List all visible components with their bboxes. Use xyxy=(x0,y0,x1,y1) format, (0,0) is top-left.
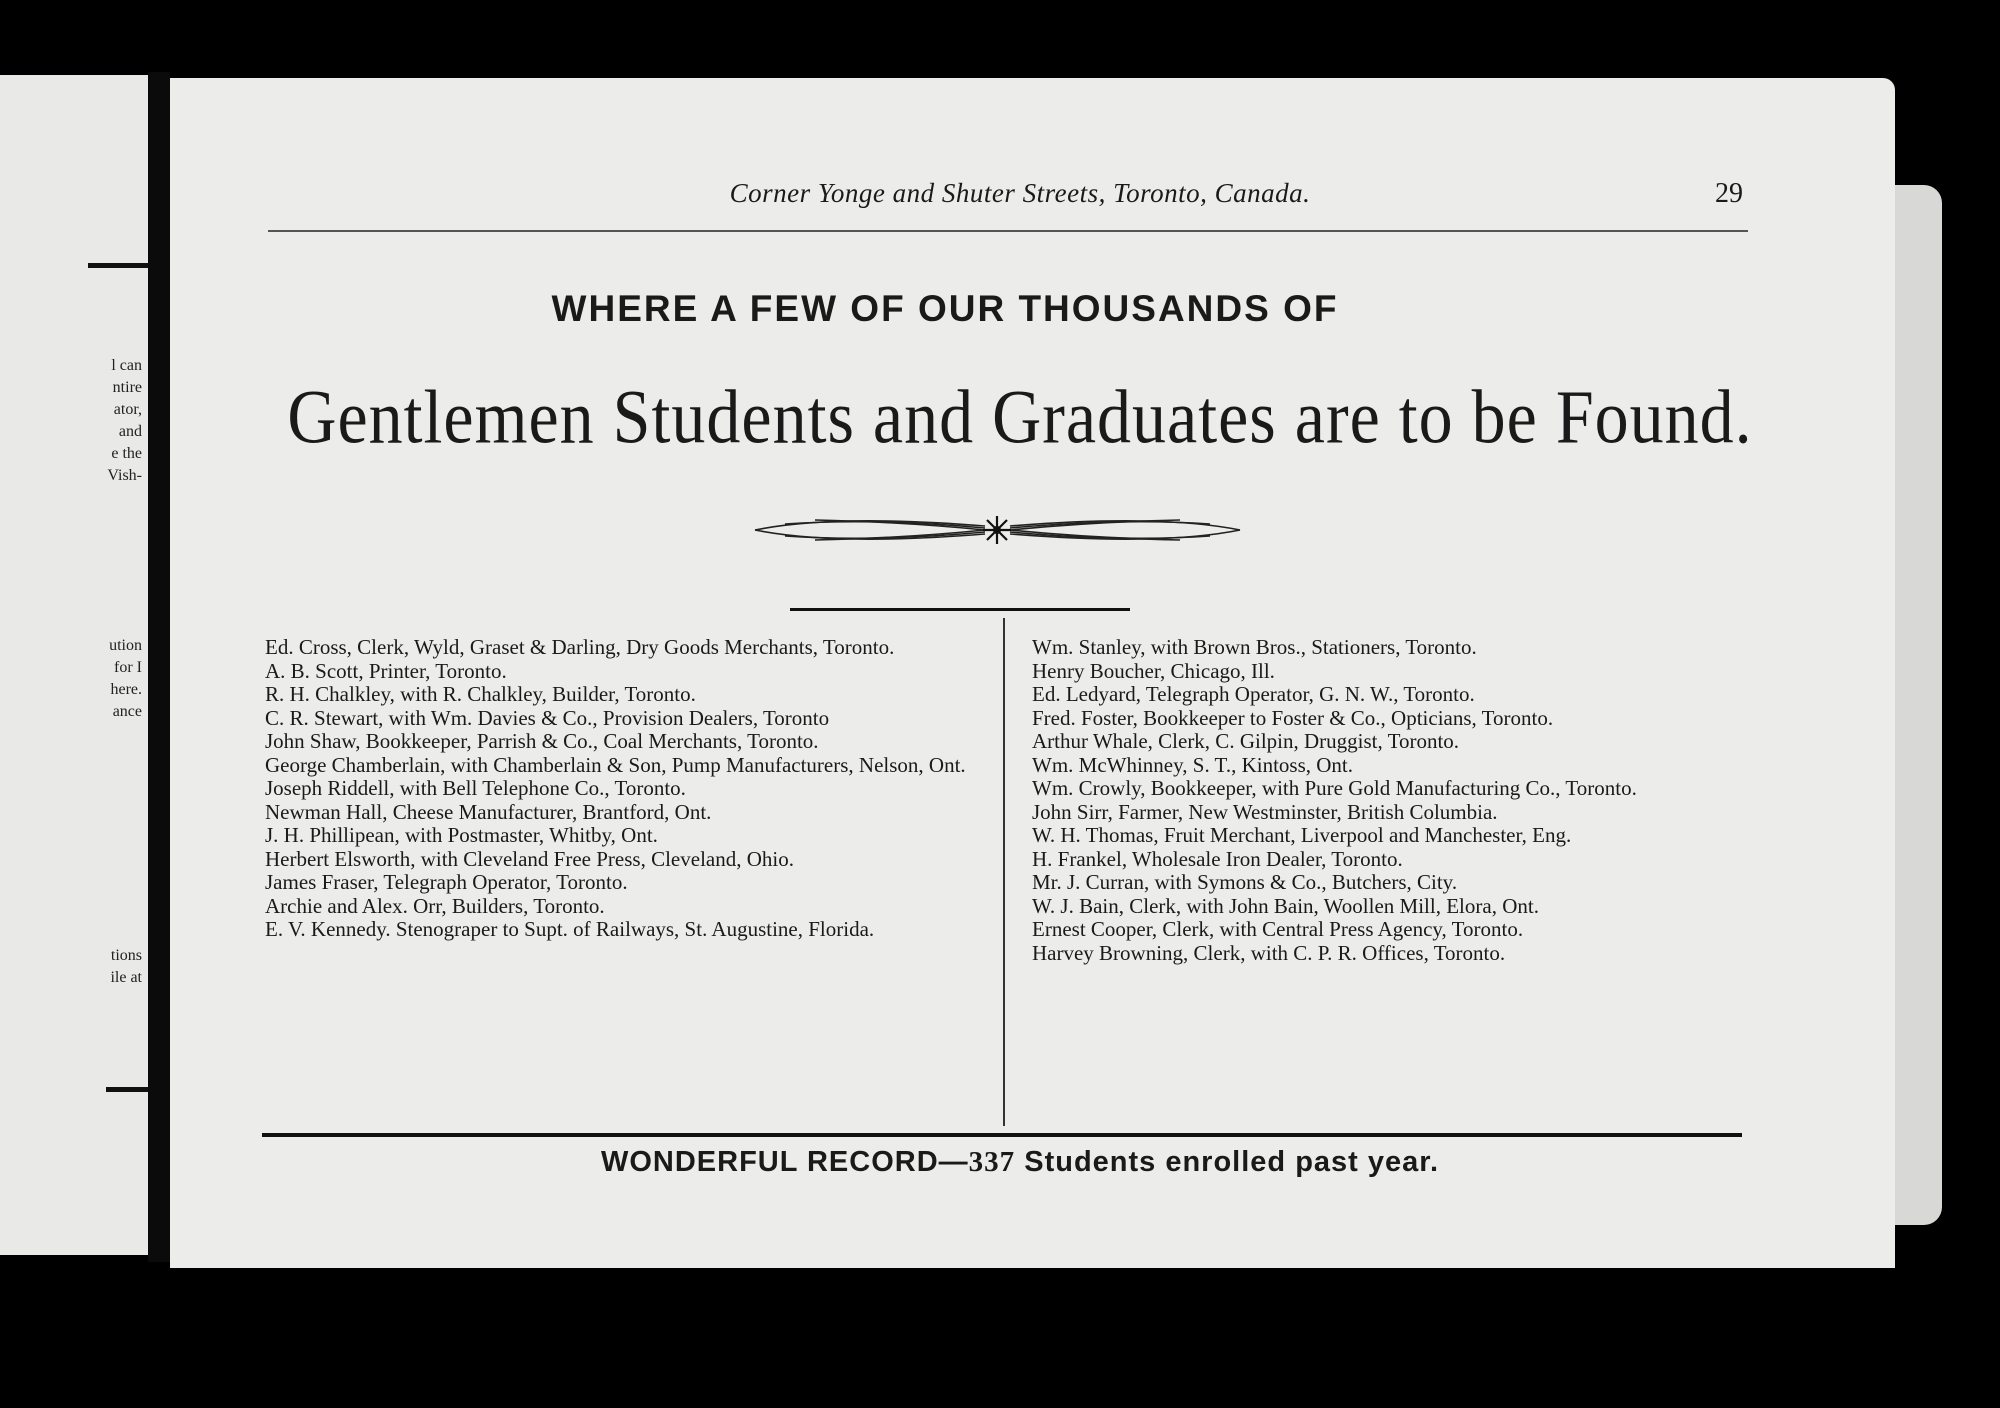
list-item: Archie and Alex. Orr, Builders, Toronto. xyxy=(265,893,605,918)
fragment-line: tions xyxy=(110,947,142,964)
list-item: Ed. Cross, Clerk, Wyld, Graset & Darling, Dry Goods Merchants, Toronto. xyxy=(265,635,895,659)
record-label: WONDERFUL RECORD— xyxy=(600,1146,969,1178)
list-item: W. H. Thomas, Fruit Merchant, Liverpool and Manchester, Eng. xyxy=(1032,823,1572,847)
facing-page-rule xyxy=(88,263,148,268)
facing-page-text xyxy=(110,945,142,989)
facing-page-text xyxy=(107,355,142,487)
ornament-flourish xyxy=(745,506,1250,554)
page-number: 29 xyxy=(1715,178,1743,209)
facing-page-rule xyxy=(106,1087,148,1092)
list-item: C. R. Stewart, with Wm. Davies & Co., Provision Dealers, Toronto xyxy=(265,705,830,730)
fragment-line: here. xyxy=(110,681,142,698)
facing-page-fragment xyxy=(0,75,148,1255)
fragment-line: ile at xyxy=(110,969,142,986)
list-item: W. J. Bain, Clerk, with John Bain, Woollen Mill, Elora, Ont. xyxy=(1032,893,1539,918)
list-item: Ernest Cooper, Clerk, with Central Press Agency, Toronto. xyxy=(1032,917,1524,941)
list-item: Wm. Stanley, with Brown Bros., Stationers, Toronto. xyxy=(1032,635,1477,659)
main-heading: Gentlemen Students and Graduates are to be Found. xyxy=(287,374,1753,460)
list-item: Arthur Whale, Clerk, C. Gilpin, Druggist, Toronto. xyxy=(1032,729,1460,753)
fragment-line: ance xyxy=(112,703,142,720)
left-column xyxy=(265,636,985,942)
list-item: Ed. Ledyard, Telegraph Operator, G. N. W., Toronto. xyxy=(1032,682,1475,706)
record-count: 337 xyxy=(968,1146,1016,1178)
list-item: Joseph Riddell, with Bell Telephone Co., Toronto. xyxy=(265,776,686,800)
list-item: Herbert Elsworth, with Cleveland Free Press, Cleveland, Ohio. xyxy=(265,846,794,871)
bottom-rule xyxy=(262,1133,1742,1137)
fragment-line: l can xyxy=(111,357,142,374)
list-item: Wm. Crowly, Bookkeeper, with Pure Gold Manufacturing Co., Toronto. xyxy=(1032,776,1637,800)
list-item: H. Frankel, Wholesale Iron Dealer, Toronto. xyxy=(1032,846,1403,871)
fragment-line: ator, xyxy=(113,401,142,418)
list-item: Fred. Foster, Bookkeeper to Foster & Co., Opticians, Toronto. xyxy=(1032,705,1554,730)
record-tail: Students enrolled past year. xyxy=(1015,1146,1440,1178)
list-item: Wm. McWhinney, S. T., Kintoss, Ont. xyxy=(1032,752,1354,777)
list-item: Newman Hall, Cheese Manufacturer, Brantford, Ont. xyxy=(265,799,712,824)
list-item: R. H. Chalkley, with R. Chalkley, Builder, Toronto. xyxy=(265,682,696,706)
list-item: Harvey Browning, Clerk, with C. P. R. Offices, Toronto. xyxy=(1032,940,1506,965)
list-item: John Sirr, Farmer, New Westminster, British Columbia. xyxy=(1032,799,1498,824)
list-item: E. V. Kennedy. Stenograper to Supt. of Railways, St. Augustine, Florida. xyxy=(265,917,875,941)
list-item: A. B. Scott, Printer, Toronto. xyxy=(265,658,507,683)
fragment-line: ution xyxy=(109,637,142,654)
list-item: George Chamberlain, with Chamberlain & Son, Pump Manufacturers, Nelson, Ont. xyxy=(265,752,966,777)
caps-heading: WHERE A FEW OF OUR THOUSANDS OF xyxy=(551,288,1339,329)
fragment-line: Vish- xyxy=(107,467,142,484)
header-rule xyxy=(268,230,1748,232)
list-item: Henry Boucher, Chicago, Ill. xyxy=(1032,658,1275,683)
fragment-line: and xyxy=(118,423,142,440)
list-item: J. H. Phillipean, with Postmaster, Whitby, Ont. xyxy=(265,823,658,847)
list-item: James Fraser, Telegraph Operator, Toronto. xyxy=(265,870,628,894)
right-column xyxy=(1032,636,1792,965)
fragment-line: e the xyxy=(111,445,142,462)
section-rule xyxy=(790,608,1130,611)
fragment-line: ntire xyxy=(112,379,142,396)
book-gutter xyxy=(148,72,170,1262)
list-item: John Shaw, Bookkeeper, Parrish & Co., Coal Merchants, Toronto. xyxy=(265,729,819,753)
facing-page-text xyxy=(109,635,142,723)
list-item: Mr. J. Curran, with Symons & Co., Butchers, City. xyxy=(1032,870,1458,894)
column-divider xyxy=(1003,618,1005,1126)
fragment-line: for I xyxy=(114,659,142,676)
book-page xyxy=(170,78,1895,1268)
footer-record xyxy=(170,1146,1870,1179)
running-head: Corner Yonge and Shuter Streets, Toronto, Canada. xyxy=(729,178,1311,208)
